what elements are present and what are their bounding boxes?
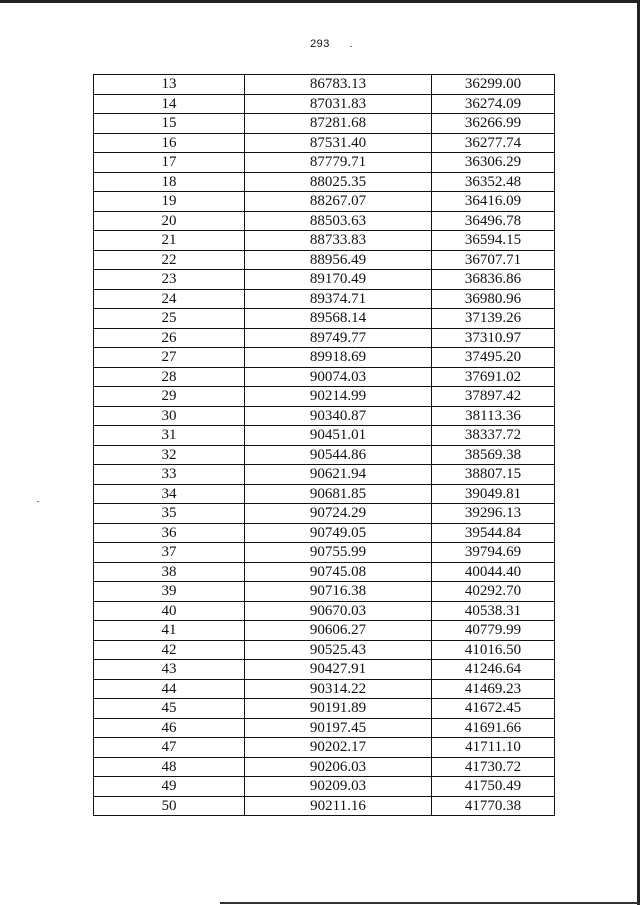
table-body [94,75,555,816]
column-b-cell: 90670.03 [245,601,432,621]
column-c-cell: 39794.69 [432,543,555,563]
row-index-cell: 42 [94,640,245,660]
column-b-cell: 90340.87 [245,406,432,426]
table-row [94,777,555,797]
table-row [94,94,555,114]
column-c-cell: 39049.81 [432,484,555,504]
column-c-cell: 36277.74 [432,133,555,153]
column-c-cell: 38113.36 [432,406,555,426]
column-b-cell: 90544.86 [245,445,432,465]
table-row [94,387,555,407]
column-c-cell: 38807.15 [432,465,555,485]
column-b-cell: 87281.68 [245,114,432,134]
row-index-cell: 17 [94,153,245,173]
column-c-cell: 41691.66 [432,718,555,738]
column-b-cell: 89374.71 [245,289,432,309]
row-index-cell: 45 [94,699,245,719]
column-c-cell: 36266.99 [432,114,555,134]
row-index-cell: 40 [94,601,245,621]
page-top-edge [0,0,640,3]
table-row [94,445,555,465]
row-index-cell: 23 [94,270,245,290]
column-b-cell: 89749.77 [245,328,432,348]
column-b-cell: 88267.07 [245,192,432,212]
column-c-cell: 41770.38 [432,796,555,816]
column-b-cell: 90209.03 [245,777,432,797]
column-c-cell: 36274.09 [432,94,555,114]
table-row [94,796,555,816]
column-c-cell: 39544.84 [432,523,555,543]
column-c-cell: 41730.72 [432,757,555,777]
row-index-cell: 13 [94,75,245,95]
row-index-cell: 46 [94,718,245,738]
table-row [94,406,555,426]
row-index-cell: 31 [94,426,245,446]
table-row [94,250,555,270]
column-b-cell: 88025.35 [245,172,432,192]
column-b-cell: 90427.91 [245,660,432,680]
column-c-cell: 36352.48 [432,172,555,192]
column-b-cell: 90314.22 [245,679,432,699]
column-b-cell: 87531.40 [245,133,432,153]
column-c-cell: 36416.09 [432,192,555,212]
table-row [94,367,555,387]
column-b-cell: 90681.85 [245,484,432,504]
row-index-cell: 35 [94,504,245,524]
table-row [94,192,555,212]
column-b-cell: 90606.27 [245,621,432,641]
column-b-cell: 90191.89 [245,699,432,719]
column-c-cell: 41750.49 [432,777,555,797]
table-row [94,484,555,504]
column-b-cell: 87779.71 [245,153,432,173]
row-index-cell: 34 [94,484,245,504]
column-b-cell: 90074.03 [245,367,432,387]
row-index-cell: 48 [94,757,245,777]
column-b-cell: 90621.94 [245,465,432,485]
row-index-cell: 18 [94,172,245,192]
column-c-cell: 36980.96 [432,289,555,309]
row-index-cell: 44 [94,679,245,699]
column-c-cell: 40044.40 [432,562,555,582]
table-row [94,309,555,329]
table-row [94,582,555,602]
row-index-cell: 22 [94,250,245,270]
table-row [94,465,555,485]
column-b-cell: 90211.16 [245,796,432,816]
column-c-cell: 40538.31 [432,601,555,621]
row-index-cell: 33 [94,465,245,485]
table-row [94,270,555,290]
column-c-cell: 40292.70 [432,582,555,602]
table-row [94,621,555,641]
table-row [94,679,555,699]
column-b-cell: 90755.99 [245,543,432,563]
table-row [94,231,555,251]
column-c-cell: 37139.26 [432,309,555,329]
table-row [94,114,555,134]
column-b-cell: 88956.49 [245,250,432,270]
row-index-cell: 43 [94,660,245,680]
column-c-cell: 39296.13 [432,504,555,524]
column-c-cell: 38569.38 [432,445,555,465]
column-c-cell: 41672.45 [432,699,555,719]
column-c-cell: 40779.99 [432,621,555,641]
table-row [94,699,555,719]
scan-speck [37,501,39,502]
table-row [94,718,555,738]
table-row [94,543,555,563]
table-row [94,523,555,543]
row-index-cell: 47 [94,738,245,758]
table-row [94,640,555,660]
column-b-cell: 90451.01 [245,426,432,446]
page-number: 293 [310,38,330,50]
column-c-cell: 41016.50 [432,640,555,660]
column-c-cell: 36707.71 [432,250,555,270]
column-b-cell: 90206.03 [245,757,432,777]
row-index-cell: 20 [94,211,245,231]
row-index-cell: 24 [94,289,245,309]
column-b-cell: 89568.14 [245,309,432,329]
row-index-cell: 37 [94,543,245,563]
column-b-cell: 90202.17 [245,738,432,758]
column-b-cell: 90745.08 [245,562,432,582]
row-index-cell: 50 [94,796,245,816]
column-c-cell: 36836.86 [432,270,555,290]
column-c-cell: 36594.15 [432,231,555,251]
row-index-cell: 29 [94,387,245,407]
row-index-cell: 25 [94,309,245,329]
table-row [94,348,555,368]
column-b-cell: 90716.38 [245,582,432,602]
table-row [94,289,555,309]
column-b-cell: 90749.05 [245,523,432,543]
column-c-cell: 38337.72 [432,426,555,446]
column-c-cell: 36496.78 [432,211,555,231]
row-index-cell: 28 [94,367,245,387]
row-index-cell: 26 [94,328,245,348]
column-b-cell: 90197.45 [245,718,432,738]
column-b-cell: 89170.49 [245,270,432,290]
table-row [94,757,555,777]
row-index-cell: 27 [94,348,245,368]
row-index-cell: 15 [94,114,245,134]
row-index-cell: 38 [94,562,245,582]
row-index-cell: 14 [94,94,245,114]
table-row [94,660,555,680]
column-c-cell: 37691.02 [432,367,555,387]
column-b-cell: 88733.83 [245,231,432,251]
table-row [94,211,555,231]
column-c-cell: 41469.23 [432,679,555,699]
table-row [94,75,555,95]
row-index-cell: 49 [94,777,245,797]
table-row [94,426,555,446]
column-b-cell: 87031.83 [245,94,432,114]
column-b-cell: 90214.99 [245,387,432,407]
column-c-cell: 41711.10 [432,738,555,758]
data-table [93,74,555,816]
column-c-cell: 37897.42 [432,387,555,407]
table-row [94,562,555,582]
row-index-cell: 41 [94,621,245,641]
table-row [94,738,555,758]
table-row [94,504,555,524]
row-index-cell: 36 [94,523,245,543]
table-row [94,328,555,348]
row-index-cell: 19 [94,192,245,212]
column-c-cell: 37310.97 [432,328,555,348]
table-row [94,172,555,192]
column-b-cell: 88503.63 [245,211,432,231]
column-b-cell: 90525.43 [245,640,432,660]
column-b-cell: 89918.69 [245,348,432,368]
column-c-cell: 41246.64 [432,660,555,680]
table-row [94,601,555,621]
column-c-cell: 37495.20 [432,348,555,368]
table-row [94,153,555,173]
row-index-cell: 30 [94,406,245,426]
column-b-cell: 90724.29 [245,504,432,524]
row-index-cell: 16 [94,133,245,153]
table-row [94,133,555,153]
column-c-cell: 36299.00 [432,75,555,95]
page-bottom-edge [220,902,640,904]
row-index-cell: 32 [94,445,245,465]
row-index-cell: 21 [94,231,245,251]
column-b-cell: 86783.13 [245,75,432,95]
row-index-cell: 39 [94,582,245,602]
column-c-cell: 36306.29 [432,153,555,173]
